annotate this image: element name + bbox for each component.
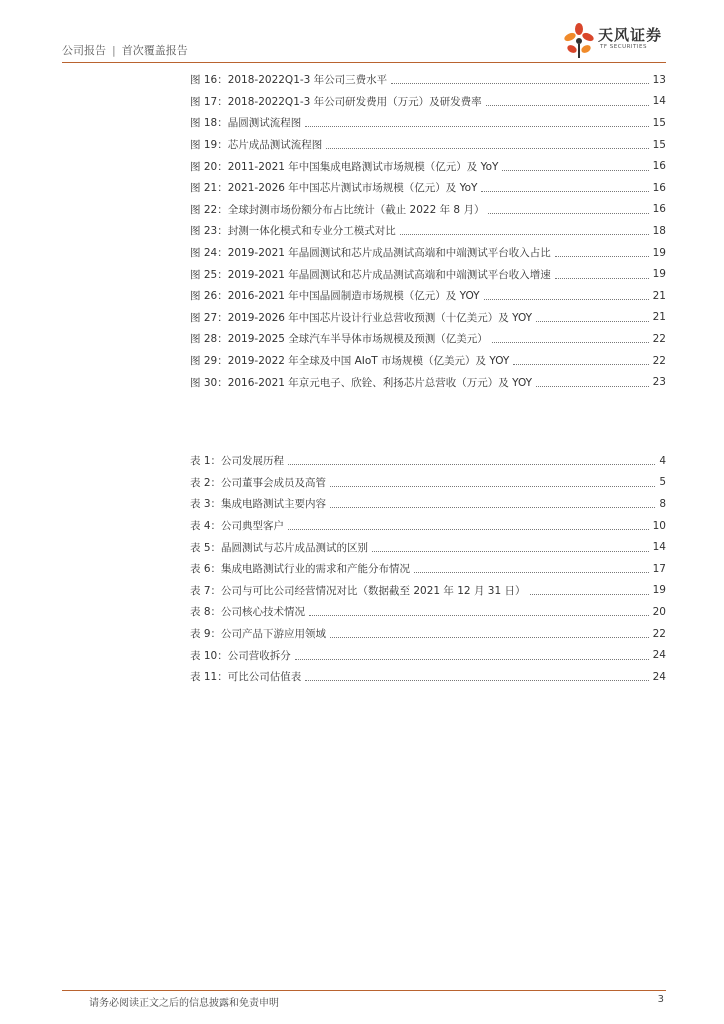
disclaimer-text: 请务必阅读正文之后的信息披露和免责申明 xyxy=(89,998,279,1009)
dot-leader xyxy=(486,105,649,106)
figure-entry-label: 图 17：2018-2022Q1-3 年公司研发费用（万元）及研发费率 xyxy=(190,95,482,108)
table-entry-label: 表 1：公司发展历程 xyxy=(190,455,285,468)
table-entry[interactable] xyxy=(190,580,666,602)
dot-leader xyxy=(330,637,649,638)
table-entry[interactable] xyxy=(190,450,666,472)
figure-list xyxy=(190,69,666,393)
figure-entry-page: 16 xyxy=(652,181,666,194)
dot-leader xyxy=(488,213,648,214)
logo-english-name: TF SECURITIES xyxy=(600,44,647,50)
dot-leader xyxy=(484,299,649,300)
figure-entry-label: 图 29：2019-2022 年全球及中国 AIoT 市场规模（亿美元）及 YOY xyxy=(190,355,510,368)
figure-entry[interactable] xyxy=(190,134,666,156)
figure-entry[interactable] xyxy=(190,69,666,91)
table-entry-page: 10 xyxy=(652,519,666,532)
figure-entry-label: 图 27：2019-2026 年中国芯片设计行业总营收预测（十亿美元）及 YOY xyxy=(190,311,533,324)
dot-leader xyxy=(530,594,649,595)
figure-entry-label: 图 24：2019-2021 年晶圆测试和芯片成品测试高端和中端测试平台收入占比 xyxy=(190,247,551,260)
table-entry-label: 表 5：晶圆测试与芯片成品测试的区别 xyxy=(190,541,369,554)
dot-leader xyxy=(555,278,649,279)
figure-entry[interactable] xyxy=(190,307,666,329)
footer-rule xyxy=(62,990,666,991)
figure-entry-label: 图 21：2021-2026 年中国芯片测试市场规模（亿元）及 YoY xyxy=(190,182,478,195)
figure-entry-label: 图 23：封测一体化模式和专业分工模式对比 xyxy=(190,225,396,238)
table-entry-page: 22 xyxy=(652,627,666,640)
table-entry[interactable] xyxy=(190,623,666,645)
tf-securities-logo xyxy=(562,22,666,62)
figure-entry-page: 22 xyxy=(652,332,666,345)
table-list xyxy=(190,450,666,688)
dot-leader xyxy=(513,364,648,365)
table-entry-page: 20 xyxy=(652,605,666,618)
figure-entry-page: 16 xyxy=(652,203,666,216)
table-entry-label: 表 4：公司典型客户 xyxy=(190,520,285,533)
dot-leader xyxy=(414,572,649,573)
figure-entry-page: 21 xyxy=(652,311,666,324)
dot-leader xyxy=(288,464,655,465)
table-entry-label: 表 8：公司核心技术情况 xyxy=(190,606,306,619)
dot-leader xyxy=(309,615,649,616)
table-entry-page: 14 xyxy=(652,541,666,554)
table-entry-label: 表 2：公司董事会成员及高管 xyxy=(190,476,327,489)
dot-leader xyxy=(481,191,648,192)
figure-entry[interactable] xyxy=(190,155,666,177)
dot-leader xyxy=(305,680,648,681)
table-entry-label: 表 3：集成电路测试主要内容 xyxy=(190,498,327,511)
table-entry[interactable] xyxy=(190,472,666,494)
figure-entry-label: 图 25：2019-2021 年晶圆测试和芯片成品测试高端和中端测试平台收入增速 xyxy=(190,268,551,281)
figure-entry-page: 15 xyxy=(652,138,666,151)
table-entry-page: 24 xyxy=(652,649,666,662)
figure-entry-page: 21 xyxy=(652,289,666,302)
table-entry-label: 表 11：可比公司估值表 xyxy=(190,671,302,684)
dot-leader xyxy=(391,83,648,84)
figure-entry-label: 图 19：芯片成品测试流程图 xyxy=(190,139,323,152)
figure-entry-page: 22 xyxy=(652,354,666,367)
dot-leader xyxy=(326,148,648,149)
figure-entry-page: 14 xyxy=(652,95,666,108)
figure-entry[interactable] xyxy=(190,371,666,393)
table-entry-page: 19 xyxy=(652,584,666,597)
dot-leader xyxy=(555,256,649,257)
figure-entry-label: 图 28：2019-2025 全球汽车半导体市场规模及预测（亿美元） xyxy=(190,333,488,346)
figure-entry-page: 18 xyxy=(652,224,666,237)
report-type: 公司报告 xyxy=(62,44,106,57)
table-entry[interactable] xyxy=(190,515,666,537)
table-entry-label: 表 9：公司产品下游应用领域 xyxy=(190,628,327,641)
figure-entry-label: 图 20：2011-2021 年中国集成电路测试市场规模（亿元）及 YoY xyxy=(190,160,499,173)
figure-entry[interactable] xyxy=(190,177,666,199)
table-entry-page: 4 xyxy=(659,454,666,467)
table-entry-page: 17 xyxy=(652,562,666,575)
figure-entry-page: 23 xyxy=(652,376,666,389)
header-rule xyxy=(62,62,666,63)
figure-entry-label: 图 16：2018-2022Q1-3 年公司三费水平 xyxy=(190,74,388,87)
table-entry[interactable] xyxy=(190,666,666,688)
table-entry[interactable] xyxy=(190,558,666,580)
dot-leader xyxy=(288,529,649,530)
figure-entry[interactable] xyxy=(190,199,666,221)
figure-entry[interactable] xyxy=(190,91,666,113)
dot-leader xyxy=(536,386,649,387)
figure-entry[interactable] xyxy=(190,328,666,350)
tf-securities-flower-logo-icon xyxy=(562,22,596,60)
page-header xyxy=(62,26,666,62)
figure-entry[interactable] xyxy=(190,242,666,264)
table-entry[interactable] xyxy=(190,644,666,666)
figure-entry[interactable] xyxy=(190,285,666,307)
figure-entry-page: 19 xyxy=(652,268,666,281)
table-entry[interactable] xyxy=(190,493,666,515)
figure-entry[interactable] xyxy=(190,112,666,134)
table-entry-page: 24 xyxy=(652,670,666,683)
figure-entry[interactable] xyxy=(190,263,666,285)
dot-leader xyxy=(330,507,655,508)
table-entry-label: 表 7：公司与可比公司经营情况对比（数据截至 2021 年 12 月 31 日） xyxy=(190,584,526,597)
report-subtype: 首次覆盖报告 xyxy=(121,44,188,57)
figure-entry-page: 15 xyxy=(652,116,666,129)
dot-leader xyxy=(372,551,649,552)
table-entry-page: 5 xyxy=(659,476,666,489)
figure-entry-label: 图 22：全球封测市场份额分布占比统计（截止 2022 年 8 月） xyxy=(190,203,485,216)
figure-entry-page: 13 xyxy=(652,73,666,86)
dot-leader xyxy=(400,234,649,235)
dot-leader xyxy=(492,342,649,343)
table-entry-label: 表 10：公司营收拆分 xyxy=(190,649,291,662)
figure-entry-label: 图 18：晶圆测试流程图 xyxy=(190,117,302,130)
table-entry[interactable] xyxy=(190,601,666,623)
figure-entry-label: 图 26：2016-2021 年中国晶圆制造市场规模（亿元）及 YOY xyxy=(190,290,480,303)
dot-leader xyxy=(295,659,649,660)
page-number: 3 xyxy=(657,994,664,1005)
figure-entry[interactable] xyxy=(190,350,666,372)
table-entry-page: 8 xyxy=(659,497,666,510)
dot-leader xyxy=(536,321,649,322)
dot-leader xyxy=(305,126,648,127)
table-entry-label: 表 6：集成电路测试行业的需求和产能分布情况 xyxy=(190,563,411,576)
figure-entry-page: 16 xyxy=(652,160,666,173)
table-entry[interactable] xyxy=(190,536,666,558)
logo-chinese-name: 天风证券 xyxy=(598,26,663,44)
breadcrumb-separator: | xyxy=(112,44,116,57)
figure-entry-page: 19 xyxy=(652,246,666,259)
dot-leader xyxy=(502,170,648,171)
figure-entry[interactable] xyxy=(190,220,666,242)
dot-leader xyxy=(330,486,655,487)
figure-entry-label: 图 30：2016-2021 年京元电子、欣铨、利扬芯片总营收（万元）及 YOY xyxy=(190,376,533,389)
report-breadcrumb xyxy=(62,42,188,58)
